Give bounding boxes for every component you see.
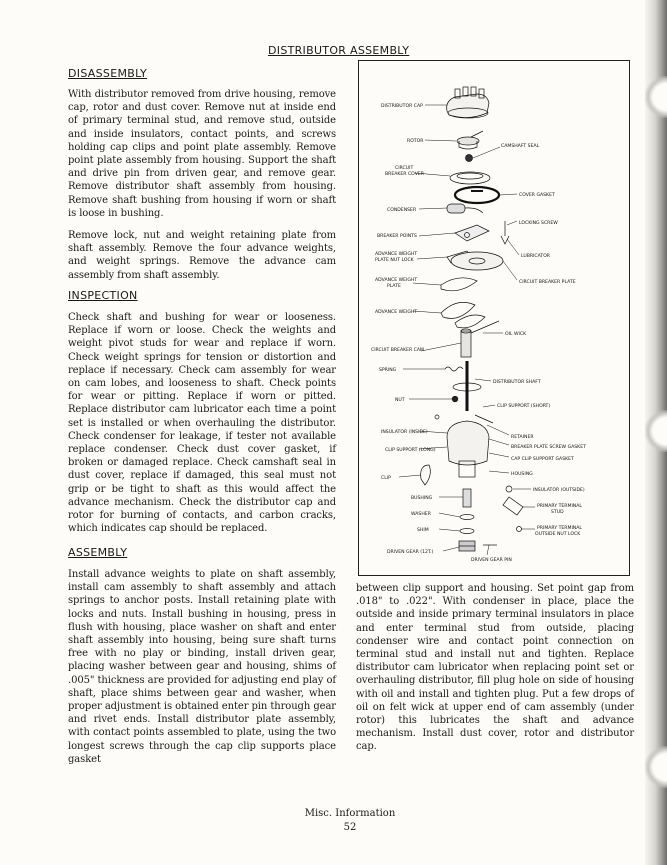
label-cap-clip-support-gasket: CAP CLIP SUPPORT GASKET xyxy=(511,457,574,462)
label-driven-gear: DRIVEN GEAR (12T.) xyxy=(387,550,434,555)
label-distributor-cap: DISTRIBUTOR CAP xyxy=(381,104,423,109)
label-circuit-breaker-cam: CIRCUIT BREAKER CAM xyxy=(371,348,424,353)
spring-drawing xyxy=(445,367,463,371)
bushing-drawing xyxy=(463,489,471,507)
label-plate-nut-lock-1: ADVANCE WEIGHT xyxy=(375,252,418,257)
breaker-plate-drawing xyxy=(451,252,503,270)
label-washer: WASHER xyxy=(411,512,431,517)
disassembly-heading: DISASSEMBLY xyxy=(68,67,148,80)
retainer-drawing xyxy=(475,415,493,423)
label-condenser: CONDENSER xyxy=(387,208,417,213)
label-circuit-breaker-cover-1: CIRCUIT xyxy=(395,166,414,171)
label-clip-support-long: CLIP SUPPORT (LONG) xyxy=(385,448,436,453)
label-retainer: RETAINER xyxy=(511,435,534,440)
breaker-cover-drawing xyxy=(450,172,490,184)
binder-hole-bottom xyxy=(645,746,667,788)
label-plate-nut-lock-2: PLATE NUT LOCK xyxy=(375,258,414,263)
label-shim: SHIM xyxy=(417,528,429,533)
distributor-exploded-diagram xyxy=(359,61,631,577)
label-spring: SPRING xyxy=(379,368,397,373)
page-title: DISTRIBUTOR ASSEMBLY xyxy=(268,44,410,57)
shim-drawing xyxy=(460,529,474,534)
inspection-heading: INSPECTION xyxy=(68,289,138,302)
clip-drawing xyxy=(421,465,431,485)
inspection-paragraph: Check shaft and bushing for wear or looseness. Replace if worn or loose. Check the weights and weight pivot studs for wear and replace if worn. Check weight springs for tension or distortion and replace if necessary. Check cam assembly for wear on cam lobes, and looseness to shaft. Check points for wear or pitting. Replace if worn or pitted. Replace distributor cam lubricator each time a point set is installed or when overhauling the distributor. Check condenser for leakage, if tester not available replace condenser. Check dust cover gasket, if broken or damaged replace. Check camshaft seal in dust cover, replace if damaged, this seal must not grip or be tight to shaft as this would affect the advance mechanism. Check the distributor cap and rotor for burning of contacts, and carbon cracks, which indicates cap should be replaced. xyxy=(68,312,336,535)
page-footer xyxy=(300,807,400,835)
assembly-paragraph-2: between clip support and housing. Set point gap from .018" to .022". With condenser in place, place the outside and inside primary terminal insulators in place and enter terminal stud from outside, placing condenser wire and contact point connection on terminal stud and install nut and tighten. Replace distributor cam lubricator when replacing point set or overhauling distributor, fill plug hole on side of housing with oil and install and tighten plug. Put a few drops of oil on felt wick at upper end of cam assembly (under rotor) this lubricates the shaft and advance mechanism. Install dust cover, rotor and distributor cap. xyxy=(356,583,634,753)
label-insulator-outside: INSULATOR (OUTSIDE) xyxy=(533,488,585,493)
nut-drawing xyxy=(452,396,458,402)
breaker-cam-drawing xyxy=(461,321,499,357)
label-clip-support-short: CLIP SUPPORT (SHORT) xyxy=(497,404,551,409)
label-lubricator: LUBRICATOR xyxy=(521,254,550,259)
label-oil-wick: OIL WICK xyxy=(505,332,527,337)
label-insulator-inside: INSULATOR (INSIDE) xyxy=(381,430,428,435)
primary-terminal-stud-drawing xyxy=(503,497,523,515)
label-primary-terminal-stud-1: PRIMARY TERMINAL xyxy=(537,504,582,509)
label-advance-weight-plate-2: PLATE xyxy=(387,284,401,289)
label-rotor: ROTOR xyxy=(407,139,424,144)
advance-weight-plate-drawing xyxy=(441,278,477,291)
outside-nut-lock-drawing xyxy=(517,527,522,532)
label-outside-nut-lock-1: PRIMARY TERMINAL xyxy=(537,526,582,531)
distributor-cap-drawing xyxy=(447,87,489,118)
cover-gasket-drawing xyxy=(455,187,499,203)
breaker-points-drawing xyxy=(455,225,489,241)
label-camshaft-seal: CAMSHAFT SEAL xyxy=(501,144,540,149)
disassembly-paragraph-1: With distributor removed from drive housing, remove cap, rotor and dust cover. Remove nut at inside end of primary terminal stud, and remove stud, outside and inside insulators, contact points, and screws holding cap clips and point plate assembly. Remove point plate assembly from housing. Support the shaft and drive pin from driven gear, and remove gear. Remove distributor shaft assembly from housing. Remove shaft bushing from housing if worn or shaft is loose in bushing. xyxy=(68,89,336,219)
footer-section-name: Misc. Information xyxy=(304,808,396,819)
binder-hole-middle xyxy=(645,410,667,452)
rotor-drawing xyxy=(457,131,483,149)
assembly-heading: ASSEMBLY xyxy=(68,546,128,559)
driven-gear-drawing xyxy=(459,541,475,551)
label-nut: NUT xyxy=(395,398,405,403)
washer-drawing xyxy=(460,515,474,520)
disassembly-paragraph-2: Remove lock, nut and weight retaining plate from shaft assembly. Remove the four advance weights, and weight springs. Remove the advance cam assembly from shaft assembly. xyxy=(68,230,336,281)
housing-drawing xyxy=(447,421,489,477)
label-distributor-shaft: DISTRIBUTOR SHAFT xyxy=(493,380,541,385)
binder-hole-top xyxy=(645,76,667,118)
label-primary-terminal-stud-2: STUD xyxy=(551,510,564,515)
label-housing: HOUSING xyxy=(511,472,533,477)
footer-page-number: 52 xyxy=(343,822,357,833)
label-advance-weight-plate-1: ADVANCE WEIGHT xyxy=(375,278,418,283)
camshaft-seal-drawing xyxy=(466,155,473,162)
exploded-view-figure xyxy=(358,60,630,576)
condenser-drawing xyxy=(447,204,483,213)
label-driven-gear-pin: DRIVEN GEAR PIN xyxy=(471,558,512,563)
label-cover-gasket: COVER GASKET xyxy=(519,193,555,198)
label-circuit-breaker-cover-2: BREAKER COVER xyxy=(385,172,424,177)
label-breaker-points: BREAKER POINTS xyxy=(377,234,417,239)
label-circuit-breaker-plate: CIRCUIT BREAKER PLATE xyxy=(519,280,576,285)
assembly-paragraph-1: Install advance weights to plate on shaft assembly, install cam assembly to shaft assembly and attach springs to anchor posts. Install retaining plate with locks and nuts. Install bushing in housing, press in flush with housing, place washer on shaft and enter shaft assembly into housing, being sure shaft turns free with no play or binding, install driven gear, placing washer between gear and housing, shims of .005" thickness are provided for adjusting end play of shaft, place shims between gear and washer, when proper adjustment is obtained enter pin through gear and rivet ends. Install distributor plate assembly, with contact points assembled to plate, using the two longest screws through the cap clip supports place gasket xyxy=(68,569,336,765)
label-bushing: BUSHING xyxy=(411,496,433,501)
label-outside-nut-lock-2: OUTSIDE NUT LOCK xyxy=(535,532,581,537)
label-breaker-plate-screw-gasket: BREAKER PLATE SCREW GASKET xyxy=(511,445,586,450)
label-advance-weight: ADVANCE WEIGHT xyxy=(375,310,418,315)
clip-support-short-drawing xyxy=(435,415,439,419)
insulator-outside-drawing xyxy=(506,486,512,492)
diagram-labels xyxy=(371,103,586,563)
label-clip: CLIP xyxy=(381,476,391,481)
label-locking-screw: LOCKING SCREW xyxy=(519,221,558,226)
advance-weights-drawing xyxy=(441,302,485,328)
